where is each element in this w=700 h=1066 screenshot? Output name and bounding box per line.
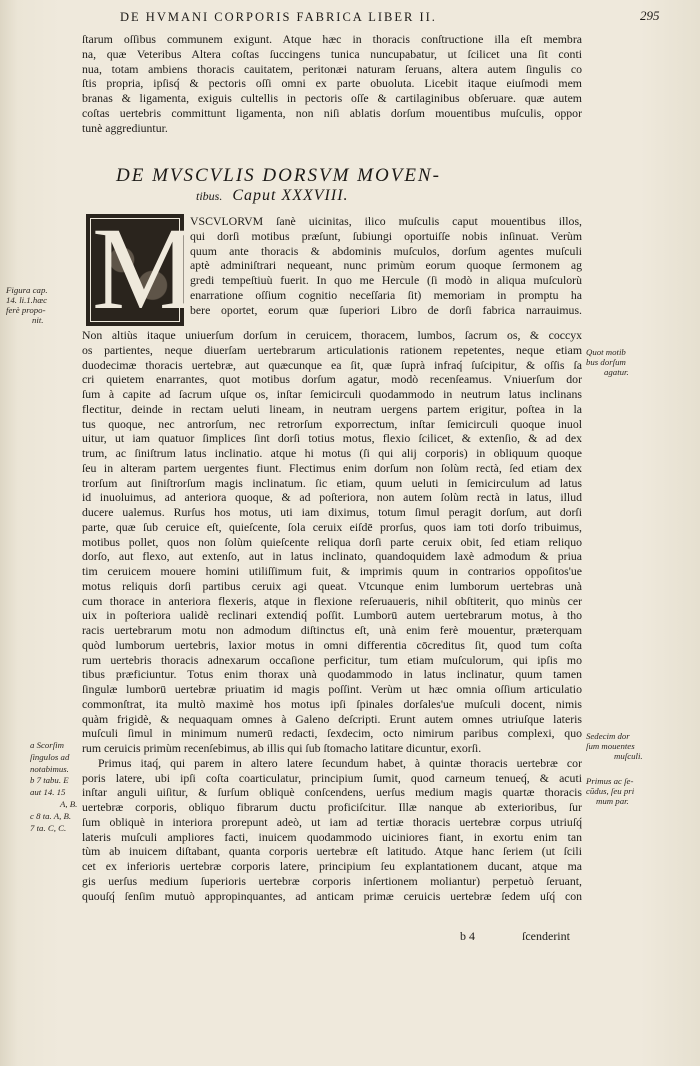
margin-note-figure — [6, 285, 48, 325]
text-line: ſtarum oſſibus communem exigunt. Atque hæc in thoracis conſtructione illa eſt membra — [82, 32, 582, 46]
text-line: tus quoque, nec antrorſum, nec retrorſum exporrectum, inſtar ſemicirculi quoque inuol — [82, 416, 582, 431]
note-line: b 7 tabu. E — [30, 775, 69, 786]
text-line: quouſq́ ſenſim mutuò appropinquantes, ad anticam primæ ceruicis uertebræ ſedem uſq́ con — [82, 888, 582, 903]
heading-continuation: tibus. — [196, 189, 223, 203]
text-line: ſum obliquè in interiora prorepunt adeò, ut iam ad tertiæ thoracis uertebræ corpus utriuſq́ — [82, 814, 582, 829]
signature-mark: b 4 — [460, 929, 475, 943]
text-line: gredi tempeſtiuù fuerit. In quo me Hercule (ſi modò in aliqua muſculorù — [190, 273, 582, 287]
text-line: tunè aggrediuntur. — [82, 120, 168, 135]
text-line: racis uertebrarum motu non admodum diſtinctus eſt, unà enim ferè mouentur, præterquam — [82, 623, 582, 637]
note-line: notabimus. — [30, 763, 69, 774]
margin-note-sixteen — [586, 731, 643, 761]
margin-note-references — [30, 740, 77, 834]
text-line: quàm frigidè, & nequaquam omnes à Galeno deſcripti. Erunt autem omnes utriuſque lateris — [82, 711, 582, 726]
text-line: tibus præficiuntur. Totus enim thorax unà quodammodo in latus inclinatur, quum tamen — [82, 667, 582, 682]
text-line: nua, totam ambiens thoracis cauitatem, peritonæi naturam ſeruans, altera autem ſingulis co — [82, 61, 582, 76]
text-line: bere oportet, eorum quæ ſuperiori Libro de dorſi fabrica narrauimus. — [190, 302, 582, 317]
text-line: tim ceruicem mouere homini utiliſſimum fuit, & imprimis quum in contrarios oppoſitos'ue — [82, 564, 582, 578]
text-line: branas & ligamenta, exiguis cultellis in pectoris oſſe & cartilaginibus obſeruare. quæ autem — [82, 91, 582, 105]
note-line: Sedecim dor — [586, 731, 630, 741]
note-line: Quot motib — [586, 347, 626, 357]
text-line: commonſtrat, ita multò maximè hos motus ipſi ſpinales dorſales'ue muſculi docent, nimis — [82, 696, 582, 711]
text-line: VSCVLORVM ſanè uicinitas, ilico muſculis caput mouentibus illos, — [190, 214, 582, 228]
text-line: inſtar anguli uiſitur, & ſurſum obliquè conſcendens, uerſus medium magis quartæ thoracis — [82, 785, 582, 800]
chapter-heading: DE MVSCVLIS DORSVM MOVEN- — [116, 165, 441, 186]
text-line: ducere ualemus. Rurſus hos motus, uti iam diximus, totum ſimul peragit dorſum, aut dorſi — [82, 505, 582, 519]
text-line: motibus pollet, quos non ſolùm quieſcente reliqua dorſi parte ceruix obit, ſed etiam reliquo — [82, 534, 582, 549]
text-line: id inuoluimus, ad anteriora quoque, & ad poſteriora, non autem ſolùm rectà in latus, illud — [82, 490, 582, 505]
note-line: cūdus, ſeu pri — [586, 786, 635, 796]
note-line: agatur. — [604, 367, 629, 377]
note-line: mum par. — [596, 796, 629, 806]
text-line: uitur, ut iam quatuor ſimplices ſint dorſi totius motus, flexio ſcilicet, & extenſio, & ad dex — [82, 431, 582, 446]
margin-note-motions — [586, 347, 629, 377]
text-line: qui dorſi motibus præſunt, ſubiungi oportuiſſe nobis inſinuat. Verùm — [190, 228, 582, 243]
note-line: Figura cap. — [6, 285, 48, 295]
text-line: ſum à capite ad ſacrum uſque os, inſtar ſemicirculi quodammodo in neutrum latus inclinans — [82, 387, 582, 401]
text-line: os partientes, neque diuerſam uertebrarum articulationis rationem repetentes, neque etiam — [82, 342, 582, 357]
text-line: trum, ac ſiniſtrum latus inclinatio. atque hi motus (ſi qui alij corporis) in obliquum quoque — [82, 446, 582, 460]
text-line: quum ante thoracis & abdominis muſculos, dorſum agentes muſculi — [190, 243, 582, 258]
text-line: motus reliquis dorſi partibus ceruix agi queat. Vtcunque enim lumborum uertebras unà — [82, 578, 582, 593]
note-line: nit. — [32, 315, 44, 325]
text-line: poris latere, ubi ipſi coſta coarticulatur, principium ſumit, quod carneum tenueq́, & acuti — [82, 770, 582, 785]
note-line: ſingulos ad — [30, 751, 70, 762]
text-line: enarratione oſſium cognitio neceſſaria ſit) memoriam in promptu ha — [190, 287, 582, 302]
page-number: 295 — [640, 8, 660, 23]
text-line: cet ex inferioris uertebræ corporis latere, principium ſeu explantationem ducant, atque ma — [82, 859, 582, 873]
chapter-number: Caput XXXVIII. — [232, 187, 349, 204]
main-text — [82, 328, 582, 903]
text-line: trorſum aut ſiniſtrorſum magis inclinatum. ſic etiam, quum ueluti in ſemicirculum ad latus — [82, 475, 582, 490]
note-line: c 8 ta. A, B. — [30, 810, 72, 821]
text-line: cum thorace in anteriora flexeris, atque in flexione reſeruaueris, nihil obſtiterit, quo minùs cer — [82, 593, 582, 608]
text-line: dorſo, aut flexo, aut extenſo, aut in latus inclinato, quandoquidem laxè admodum & priua — [82, 549, 582, 564]
text-line: lateris muſculi ampliores facti, inuicem quodammodo uiciniores fiant, in exortu enim tan — [82, 829, 582, 844]
text-line: na, quæ Veteribus Altera coſtas ſuccingens tunica nuncupabatur, ut ſcilicet una ſit conti — [82, 46, 582, 61]
text-line: cri quietem enarrantes, quot motibus dorſum agatur, modò recenſeamus. Vniuerſum dor — [82, 372, 582, 387]
text-line: coſtas uertebris committunt ligamenta, non niſi ablatis dorſum mouentibus muſculis, oppor — [82, 105, 582, 120]
text-line: muſculi ſimul in minimum numerū redacti, ſexdecim, octo nimirum paribus complexi, quo — [82, 726, 582, 741]
text-line: uix in poſteriora ualidè reclinari extendiq́ poſſit. Lumborū autem uertebrarum motus, à tho — [82, 608, 582, 623]
text-line: ſingulæ lumborū uertebræ priuatim id magis poſſint. Verùm ut hæc omnia oſſium articulatio — [82, 682, 582, 696]
text-line: flectitur, deinde in rectam ueluti lineam, in neutram uergens partem erigitur, poſtea in la — [82, 401, 582, 416]
note-line: aut 14. 15 — [30, 787, 66, 798]
text-line: duodecimæ thoracis uertebræ, aut quæcunque ea ſit, quæ ſuprà infraq́ ſuſcipitur, & oſſis ſa — [82, 357, 582, 372]
text-line: uertebræ corporis, obliquo fibrarum ductu proficiſcitur. Illæ nanque ab exterioribus, ſur — [82, 800, 582, 814]
initial-letter: M — [92, 203, 197, 334]
running-head: DE HVMANI CORPORIS FABRICA LIBER II. — [120, 10, 437, 24]
note-line: A, B. — [60, 798, 78, 809]
note-line: ferè propo- — [6, 305, 46, 315]
note-line: ſum mouentes — [586, 741, 635, 751]
text-line: tùm ab inuicem diſtabant, quanta corporis uertebræ eſt latitudo. Atque hanc ſeriem (ut ſcili — [82, 844, 582, 859]
text-line: ſeu in alteram partem uergentes fiunt. Flectimus enim dorſum non ſolùm rectà, ſed etiam dex — [82, 460, 582, 475]
note-line: Primus ac ſe- — [586, 776, 634, 786]
note-line: a Scorſim — [30, 740, 64, 750]
note-line: bus dorſum — [586, 357, 626, 367]
margin-note-first-pair — [586, 776, 634, 806]
text-line: rum ceruicis primùm recenſebimus, ab illis qui ſub ſtomacho latitare dicuntur, exorſi. — [82, 741, 482, 755]
text-line: parte, quæ ſub ceruice eſt, quieſcente, ſola ceruix eiſdē prorſus, quos iam toti dorſo tribuimus, — [82, 519, 582, 534]
note-line: 7 ta. C, C. — [30, 822, 67, 833]
text-line: gis uerſus medium ſuperioris uertebræ corporis inſertionem moliantur) perpetuò ſeruant, — [82, 873, 582, 888]
text-line: aptè adminiſtrari nequeant, nunc primùm eorum quoque ſermonem ag — [190, 258, 582, 273]
chapter-subheading — [196, 187, 349, 205]
catchword: ſcenderint — [522, 929, 570, 943]
decorated-initial — [86, 203, 197, 334]
text-line: Primus itaq́, qui parem in altero latere ſecundum habet, à quintæ thoracis uertebræ cor — [98, 755, 582, 770]
note-line: 14. li.1.hæc — [6, 295, 48, 305]
text-line: Non altiùs itaque uniuerſum dorſum in ceruicem, thoracem, lumbos, ſacrum os, & coccyx — [82, 328, 582, 342]
text-line: quòd lumborum uertebris, laxior motus in omni differentia cōcreditus ſit, quod tum coſta — [82, 637, 582, 652]
note-line: muſculi. — [614, 751, 643, 761]
top-paragraph — [82, 32, 582, 135]
text-line: rum uertebris thoracis adnexarum occaſione perficitur, tum etiam muſculorum, qui ipſis mo — [82, 652, 582, 667]
text-line: ſtis propria, ipſisq́ & pectoris oſſi omni ex parte obuoluta. Licebit itaque eiuſmodi mem — [82, 76, 582, 91]
opening-paragraph — [190, 214, 582, 317]
